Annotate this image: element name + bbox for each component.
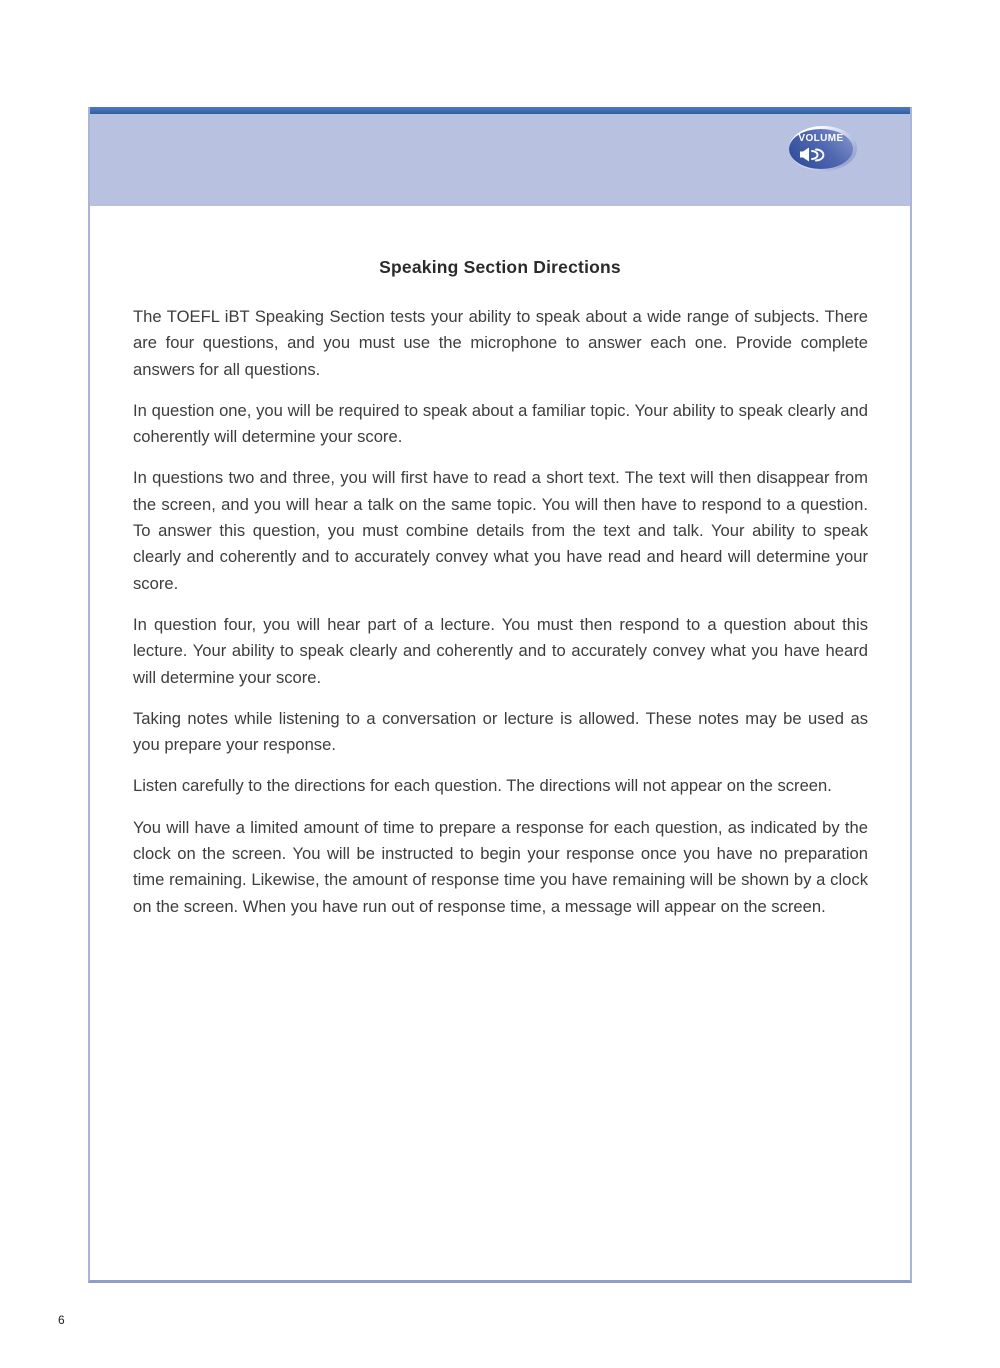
page-number: 6 — [58, 1313, 65, 1327]
directions-paragraph: The TOEFL iBT Speaking Section tests your ability to speak about a wide range of subjects. There are four questions, and you must use the microphone to answer each one. Provide complete answers for all questions. — [133, 307, 868, 379]
directions-paragraph: Listen carefully to the directions for each question. The directions will not appear on the screen. — [133, 776, 832, 796]
directions-paragraph: In question one, you will be required to speak about a familiar topic. Your ability to speak clearly and coherently will determine your score. — [133, 400, 868, 447]
test-screen — [88, 107, 912, 1283]
directions-body — [90, 304, 910, 920]
accent-bar — [90, 107, 910, 114]
directions-paragraph: In questions two and three, you will first have to read a short text. The text will then disappear from the screen, and you will hear a talk on the same topic. You will then have to respond to a question. To answer this question, you must combine details from the text and talk. Your ability to speak clearly and coherently and to accurately convey what you have read and heard will determine your score. — [133, 468, 868, 593]
screen-header — [90, 114, 910, 206]
volume-button-label: VOLUME — [798, 133, 844, 144]
directions-paragraph: Taking notes while listening to a conversation or lecture is allowed. These notes may be used as you prepare your response. — [133, 708, 868, 755]
speaker-icon — [799, 147, 825, 168]
page-title: Speaking Section Directions — [379, 257, 621, 277]
volume-button[interactable] — [789, 126, 857, 171]
directions-paragraph: In question four, you will hear part of a lecture. You must then respond to a question about this lecture. Your ability to speak clearly and coherently and to accurately convey what you have heard will determine your score. — [133, 614, 868, 687]
directions-paragraph: You will have a limited amount of time to prepare a response for each question, as indicated by the clock on the screen. You will be instructed to begin your response once you have no preparation time remaining. Likewise, the amount of response time you have remaining will be shown by a clock on the screen. When you have run out of response time, a message will appear on the screen. — [133, 817, 868, 916]
